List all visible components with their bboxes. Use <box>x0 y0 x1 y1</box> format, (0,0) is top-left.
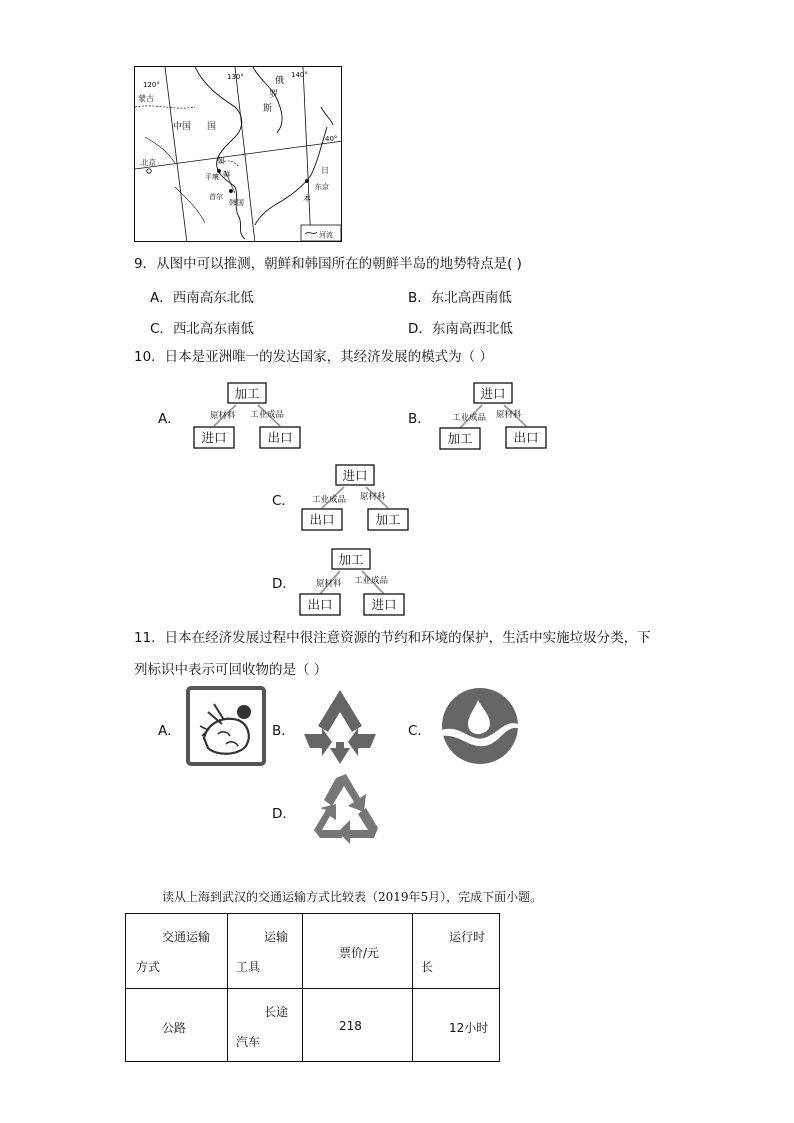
q10-b-left-arrow: 工业成品 <box>452 413 487 423</box>
header-tool-line2: 工具 <box>236 960 261 974</box>
q11-option-b-letter[interactable]: B． <box>272 723 295 739</box>
q10-a-right: 出口 <box>267 430 293 445</box>
cell-tool-line1: 长途 <box>264 1005 289 1019</box>
map-label-tokyo: 东京 <box>315 183 329 191</box>
map-label-130: 130° <box>227 73 244 81</box>
q11-option-a-letter[interactable]: A． <box>158 723 181 739</box>
q11-stem-line1: 11．日本在经济发展过程中很注意资源的节约和环境的保护，生活中实施垃圾分类，下 <box>134 630 651 646</box>
header-mode <box>126 914 228 989</box>
q10-c-right-arrow: 原材料 <box>360 492 386 502</box>
q10-d-top: 加工 <box>338 552 364 567</box>
map-legend-river: 河流 <box>319 231 333 239</box>
map-label-china: 中国 <box>173 122 192 132</box>
map-label-russia-1: 俄 <box>275 76 285 86</box>
q9-option-a[interactable]: A．西南高东北低 <box>150 290 254 306</box>
q10-b-right-arrow: 原材料 <box>496 410 522 420</box>
cell-time-text: 12小时 <box>449 1021 489 1035</box>
transport-table <box>125 913 500 1062</box>
q10-c-left: 出口 <box>309 512 335 527</box>
header-price-text: 票价/元 <box>339 946 380 960</box>
q10-diagram-c[interactable] <box>298 462 498 542</box>
header-tool-line1: 运输 <box>264 930 289 944</box>
recycle-triangle-icon[interactable] <box>306 768 386 848</box>
q10-c-left-arrow: 工业成品 <box>312 495 347 505</box>
q10-option-a-letter[interactable]: A． <box>158 411 181 427</box>
map-label-north-korea-1: 朝 <box>217 156 225 165</box>
cell-mode-text: 公路 <box>162 1021 187 1035</box>
cell-time <box>413 989 500 1062</box>
cell-mode <box>126 989 228 1062</box>
cell-tool-line2: 汽车 <box>236 1035 261 1049</box>
map-label-40: 40° <box>325 135 338 143</box>
map-label-russia-3: 斯 <box>263 104 273 114</box>
q10-stem: 10．日本是亚洲唯一的发达国家，其经济发展的模式为（ ） <box>134 349 493 365</box>
q9-stem: 9．从图中可以推测，朝鲜和韩国所在的朝鲜半岛的地势特点是( ) <box>134 256 522 272</box>
map-label-pyongyang: 平壤 <box>205 173 219 181</box>
q10-b-right: 出口 <box>513 430 539 445</box>
q10-a-top: 加工 <box>234 386 260 401</box>
q10-d-left-arrow: 原材料 <box>316 579 342 589</box>
header-mode-line1: 交通运输 <box>162 930 211 944</box>
east-asia-map <box>134 66 342 242</box>
header-mode-line2: 方式 <box>136 960 161 974</box>
q11-option-c-letter[interactable]: C． <box>408 723 431 739</box>
q10-b-left: 加工 <box>447 431 473 446</box>
map-label-beijing: 北京 <box>141 158 156 167</box>
map-label-south-korea: 韩国 <box>229 198 244 207</box>
q10-a-left-arrow: 原材料 <box>210 411 236 421</box>
q10-c-right: 加工 <box>375 512 401 527</box>
map-label-seoul: 首尔 <box>209 193 223 201</box>
map-label-north-korea-2: 鲜 <box>223 170 231 179</box>
q10-option-c-letter[interactable]: C． <box>272 493 295 509</box>
header-time-line2: 长 <box>421 960 434 974</box>
q10-d-right: 进口 <box>371 597 397 612</box>
kitchen-waste-icon[interactable] <box>186 686 266 766</box>
map-label-mongolia: 蒙古 <box>138 94 154 103</box>
q10-a-left: 进口 <box>201 430 227 445</box>
map-label-120: 120° <box>143 81 160 89</box>
cell-tool <box>228 989 303 1062</box>
map-label-140: 140° <box>291 71 308 79</box>
q10-d-right-arrow: 工业成品 <box>354 576 389 586</box>
q10-d-left: 出口 <box>307 597 333 612</box>
header-price <box>303 914 413 989</box>
map-label-russia-2: 罗 <box>269 90 279 100</box>
q10-b-top: 进口 <box>480 386 506 401</box>
q11-stem-line2: 列标识中表示可回收物的是（ ） <box>134 662 328 678</box>
map-label-japan-1: 日 <box>321 166 329 175</box>
recycle-arrows-icon[interactable] <box>300 686 380 766</box>
q11-option-d-letter[interactable]: D． <box>272 806 296 822</box>
reading-intro: 读从上海到武汉的交通运输方式比较表（2019年5月），完成下面小题。 <box>162 890 543 904</box>
map-label-china-2: 国 <box>207 122 217 132</box>
q10-diagram-a[interactable] <box>190 380 390 460</box>
header-time-line1: 运行时 <box>449 930 486 944</box>
q10-a-right-arrow: 工业成品 <box>250 410 285 420</box>
q10-c-top: 进口 <box>342 468 368 483</box>
q10-option-d-letter[interactable]: D． <box>272 576 296 592</box>
q9-option-d[interactable]: D．东南高西北低 <box>408 321 513 337</box>
q9-option-c[interactable]: C．西北高东南低 <box>150 321 254 337</box>
header-tool <box>228 914 303 989</box>
water-drop-icon[interactable] <box>440 686 520 766</box>
q9-option-b[interactable]: B．东北高西南低 <box>408 290 512 306</box>
q10-option-b-letter[interactable]: B． <box>408 411 431 427</box>
cell-price <box>303 989 413 1062</box>
table-header-row <box>126 914 500 989</box>
header-time <box>413 914 500 989</box>
cell-price-text: 218 <box>339 1019 362 1033</box>
table-row <box>126 989 500 1062</box>
map-label-japan-2: 本 <box>303 194 311 203</box>
q10-diagram-b[interactable] <box>436 380 636 460</box>
q10-diagram-d[interactable] <box>296 546 496 626</box>
